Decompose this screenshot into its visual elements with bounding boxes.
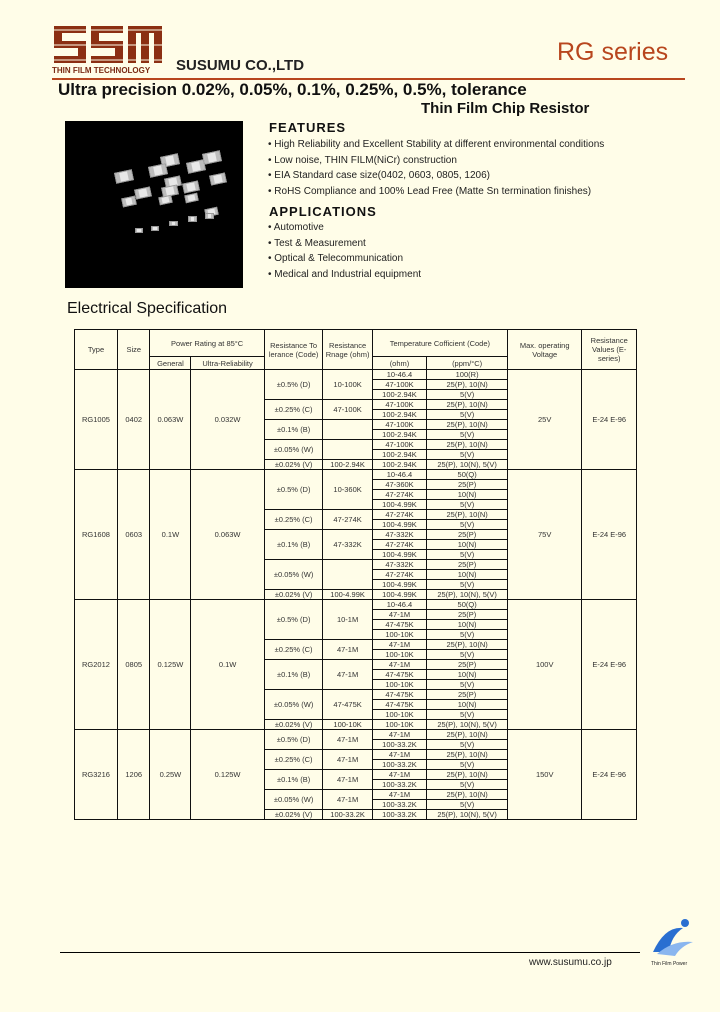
table-row <box>75 370 637 380</box>
range-cell: 10-360K <box>323 470 372 510</box>
logo-subtitle: THIN FILM TECHNOLOGY <box>52 66 151 75</box>
ohm-cell: 10-46.4 <box>372 370 427 380</box>
ppm-cell: 25(P) <box>427 560 508 570</box>
ppm-cell: 5(V) <box>427 390 508 400</box>
list-item: • EIA Standard case size(0402, 0603, 0805, 1206) <box>268 170 490 181</box>
ultra-power-cell: 0.063W <box>191 470 264 600</box>
ppm-cell: 5(V) <box>427 680 508 690</box>
col-power: Power Rating at 85°C <box>150 330 264 357</box>
range-cell: 100-33.2K <box>323 810 372 820</box>
ohm-cell: 10-46.4 <box>372 470 427 480</box>
range-cell: 47-1M <box>323 660 372 690</box>
col-tcr: Temperature Cofficient (Code) <box>372 330 507 357</box>
col-ppm: (ppm/°C) <box>427 357 508 370</box>
ppm-cell: 25(P), 10(N) <box>427 440 508 450</box>
ppm-cell: 5(V) <box>427 450 508 460</box>
ppm-cell: 25(P), 10(N), 5(V) <box>427 460 508 470</box>
col-ohm: (ohm) <box>372 357 427 370</box>
col-ultra: Ultra-Reliability <box>191 357 264 370</box>
ultra-power-cell: 0.1W <box>191 600 264 730</box>
general-power-cell: 0.125W <box>150 600 191 730</box>
ohm-cell: 100-33.2K <box>372 800 427 810</box>
ohm-cell: 47-100K <box>372 420 427 430</box>
list-item: • High Reliability and Excellent Stability at different environmental conditions <box>268 139 605 150</box>
range-cell: 47-274K <box>323 510 372 530</box>
ohm-cell: 100-4.99K <box>372 520 427 530</box>
ohm-cell: 47-475K <box>372 700 427 710</box>
tolerance-cell: ±0.1% (B) <box>264 420 323 440</box>
ppm-cell: 25(P), 10(N) <box>427 400 508 410</box>
ohm-cell: 100-4.99K <box>372 590 427 600</box>
ohm-cell: 47-100K <box>372 400 427 410</box>
ppm-cell: 25(P), 10(N), 5(V) <box>427 590 508 600</box>
list-item: • Optical & Telecommunication <box>268 253 404 264</box>
ohm-cell: 100-2.94K <box>372 410 427 420</box>
tolerance-cell: ±0.02% (V) <box>264 460 323 470</box>
list-item: • RoHS Compliance and 100% Lead Free (Matte Sn termination finishes) <box>268 185 592 197</box>
ppm-cell: 10(N) <box>427 540 508 550</box>
ohm-cell: 47-1M <box>372 610 427 620</box>
tolerance-cell: ±0.1% (B) <box>264 770 323 790</box>
tolerance-cell: ±0.02% (V) <box>264 720 323 730</box>
ohm-cell: 47-274K <box>372 540 427 550</box>
ohm-cell: 47-274K <box>372 510 427 520</box>
range-cell: 10-100K <box>323 370 372 400</box>
ohm-cell: 47-360K <box>372 480 427 490</box>
ppm-cell: 25(P), 10(N) <box>427 420 508 430</box>
tolerance-cell: ±0.05% (W) <box>264 560 323 590</box>
ohm-cell: 47-1M <box>372 660 427 670</box>
voltage-cell: 100V <box>507 600 581 730</box>
eseries-cell: E-24 E-96 <box>582 730 637 820</box>
range-cell <box>323 440 372 460</box>
ohm-cell: 100-10K <box>372 650 427 660</box>
thin-film-power-logo <box>649 918 695 958</box>
ppm-cell: 25(P) <box>427 660 508 670</box>
eseries-cell: E-24 E-96 <box>582 470 637 600</box>
ppm-cell: 5(V) <box>427 580 508 590</box>
ppm-cell: 10(N) <box>427 620 508 630</box>
ohm-cell: 47-274K <box>372 570 427 580</box>
ppm-cell: 50(Q) <box>427 470 508 480</box>
spec-table-body <box>75 370 637 820</box>
ppm-cell: 5(V) <box>427 760 508 770</box>
range-cell: 100-10K <box>323 720 372 730</box>
tolerance-cell: ±0.1% (B) <box>264 530 323 560</box>
ohm-cell: 47-332K <box>372 530 427 540</box>
ppm-cell: 25(P) <box>427 480 508 490</box>
ohm-cell: 47-1M <box>372 790 427 800</box>
ohm-cell: 47-1M <box>372 730 427 740</box>
col-eseries: Resistance Values (E-series) <box>582 330 637 370</box>
ohm-cell: 100-33.2K <box>372 780 427 790</box>
ppm-cell: 25(P), 10(N) <box>427 730 508 740</box>
tolerance-cell: ±0.5% (D) <box>264 600 323 640</box>
tolerance-cell: ±0.1% (B) <box>264 660 323 690</box>
col-range: Resistance Rnage (ohm) <box>323 330 372 370</box>
tolerance-cell: ±0.5% (D) <box>264 370 323 400</box>
spec-table <box>74 329 637 820</box>
product-subtitle: Thin Film Chip Resistor <box>421 100 590 117</box>
ohm-cell: 47-1M <box>372 750 427 760</box>
applications-heading: APPLICATIONS <box>269 204 377 219</box>
ohm-cell: 100-4.99K <box>372 500 427 510</box>
ohm-cell: 47-332K <box>372 560 427 570</box>
ppm-cell: 25(P) <box>427 610 508 620</box>
general-power-cell: 0.1W <box>150 470 191 600</box>
range-cell: 100-2.94K <box>323 460 372 470</box>
ppm-cell: 5(V) <box>427 740 508 750</box>
type-cell: RG3216 <box>75 730 118 820</box>
range-cell: 10-1M <box>323 600 372 640</box>
ppm-cell: 25(P), 10(N), 5(V) <box>427 720 508 730</box>
range-cell: 47-475K <box>323 690 372 720</box>
footer-divider <box>60 952 640 953</box>
ppm-cell: 5(V) <box>427 550 508 560</box>
applications-list <box>268 220 421 282</box>
ohm-cell: 100-33.2K <box>372 740 427 750</box>
list-item: • Automotive <box>268 222 324 233</box>
ppm-cell: 5(V) <box>427 520 508 530</box>
range-cell: 47-1M <box>323 770 372 790</box>
voltage-cell: 25V <box>507 370 581 470</box>
ohm-cell: 47-274K <box>372 490 427 500</box>
ppm-cell: 50(Q) <box>427 600 508 610</box>
general-power-cell: 0.25W <box>150 730 191 820</box>
ppm-cell: 5(V) <box>427 650 508 660</box>
product-photo <box>65 121 243 288</box>
ppm-cell: 5(V) <box>427 410 508 420</box>
ppm-cell: 25(P) <box>427 690 508 700</box>
company-name: SUSUMU CO.,LTD <box>176 57 305 74</box>
size-cell: 1206 <box>117 730 150 820</box>
footer-brand: Thin Film Power <box>651 961 688 967</box>
type-cell: RG2012 <box>75 600 118 730</box>
ppm-cell: 5(V) <box>427 800 508 810</box>
ppm-cell: 10(N) <box>427 490 508 500</box>
tolerance-cell: ±0.25% (C) <box>264 400 323 420</box>
ppm-cell: 25(P), 10(N) <box>427 640 508 650</box>
col-general: General <box>150 357 191 370</box>
spec-heading: Electrical Specification <box>67 300 228 317</box>
tolerance-cell: ±0.25% (C) <box>264 750 323 770</box>
ohm-cell: 47-475K <box>372 690 427 700</box>
type-cell: RG1608 <box>75 470 118 600</box>
size-cell: 0603 <box>117 470 150 600</box>
ohm-cell: 47-100K <box>372 440 427 450</box>
ohm-cell: 47-475K <box>372 620 427 630</box>
range-cell: 47-332K <box>323 530 372 560</box>
range-cell: 100-4.99K <box>323 590 372 600</box>
ssm-logo <box>52 20 164 70</box>
eseries-cell: E-24 E-96 <box>582 600 637 730</box>
ohm-cell: 100-33.2K <box>372 760 427 770</box>
ultra-power-cell: 0.125W <box>191 730 264 820</box>
ohm-cell: 100-10K <box>372 630 427 640</box>
col-tolerance: Resistance To lerance (Code) <box>264 330 323 370</box>
tolerance-cell: ±0.25% (C) <box>264 510 323 530</box>
voltage-cell: 75V <box>507 470 581 600</box>
table-row <box>75 600 637 610</box>
ppm-cell: 25(P), 10(N) <box>427 510 508 520</box>
tolerance-cell: ±0.05% (W) <box>264 790 323 810</box>
tolerance-cell: ±0.05% (W) <box>264 690 323 720</box>
ppm-cell: 25(P), 10(N) <box>427 770 508 780</box>
type-cell: RG1005 <box>75 370 118 470</box>
ohm-cell: 100-2.94K <box>372 430 427 440</box>
ohm-cell: 47-100K <box>372 380 427 390</box>
col-size: Size <box>117 330 150 370</box>
ppm-cell: 5(V) <box>427 710 508 720</box>
tolerance-cell: ±0.02% (V) <box>264 810 323 820</box>
col-type: Type <box>75 330 118 370</box>
ohm-cell: 100-10K <box>372 710 427 720</box>
features-heading: FEATURES <box>269 120 347 135</box>
range-cell: 47-1M <box>323 730 372 750</box>
tolerance-cell: ±0.25% (C) <box>264 640 323 660</box>
ohm-cell: 100-10K <box>372 680 427 690</box>
ppm-cell: 100(R) <box>427 370 508 380</box>
tolerance-cell: ±0.5% (D) <box>264 470 323 510</box>
ohm-cell: 47-475K <box>372 670 427 680</box>
ohm-cell: 47-1M <box>372 770 427 780</box>
ppm-cell: 5(V) <box>427 500 508 510</box>
tolerance-cell: ±0.05% (W) <box>264 440 323 460</box>
range-cell: 47-1M <box>323 790 372 810</box>
footer-url[interactable]: www.susumu.co.jp <box>529 957 612 968</box>
range-cell <box>323 560 372 590</box>
ppm-cell: 5(V) <box>427 430 508 440</box>
ultra-power-cell: 0.032W <box>191 370 264 470</box>
ppm-cell: 10(N) <box>427 700 508 710</box>
eseries-cell: E-24 E-96 <box>582 370 637 470</box>
ppm-cell: 25(P), 10(N) <box>427 750 508 760</box>
table-row <box>75 730 637 740</box>
ppm-cell: 5(V) <box>427 780 508 790</box>
tolerance-cell: ±0.5% (D) <box>264 730 323 750</box>
ohm-cell: 100-33.2K <box>372 810 427 820</box>
table-row <box>75 470 637 480</box>
features-list <box>268 137 604 199</box>
series-title: RG series <box>557 38 669 66</box>
ppm-cell: 25(P) <box>427 530 508 540</box>
ppm-cell: 25(P), 10(N), 5(V) <box>427 810 508 820</box>
range-cell: 47-1M <box>323 750 372 770</box>
range-cell <box>323 420 372 440</box>
ohm-cell: 100-4.99K <box>372 550 427 560</box>
ppm-cell: 10(N) <box>427 670 508 680</box>
ppm-cell: 25(P), 10(N) <box>427 790 508 800</box>
ohm-cell: 10-46.4 <box>372 600 427 610</box>
col-voltage: Max. operating Voltage <box>507 330 581 370</box>
size-cell: 0805 <box>117 600 150 730</box>
ppm-cell: 5(V) <box>427 630 508 640</box>
size-cell: 0402 <box>117 370 150 470</box>
range-cell: 47-100K <box>323 400 372 420</box>
range-cell: 47-1M <box>323 640 372 660</box>
product-title: Ultra precision 0.02%, 0.05%, 0.1%, 0.25%, 0.5%, tolerance <box>58 80 527 99</box>
list-item: • Medical and Industrial equipment <box>268 268 422 280</box>
ohm-cell: 47-1M <box>372 640 427 650</box>
ohm-cell: 100-4.99K <box>372 580 427 590</box>
ppm-cell: 10(N) <box>427 570 508 580</box>
ohm-cell: 100-2.94K <box>372 460 427 470</box>
ohm-cell: 100-2.94K <box>372 390 427 400</box>
ohm-cell: 100-10K <box>372 720 427 730</box>
ohm-cell: 100-2.94K <box>372 450 427 460</box>
voltage-cell: 150V <box>507 730 581 820</box>
list-item: • Test & Measurement <box>268 237 366 249</box>
general-power-cell: 0.063W <box>150 370 191 470</box>
ppm-cell: 25(P), 10(N) <box>427 380 508 390</box>
tolerance-cell: ±0.02% (V) <box>264 590 323 600</box>
list-item: • Low noise, THIN FILM(NiCr) construction <box>268 154 457 166</box>
